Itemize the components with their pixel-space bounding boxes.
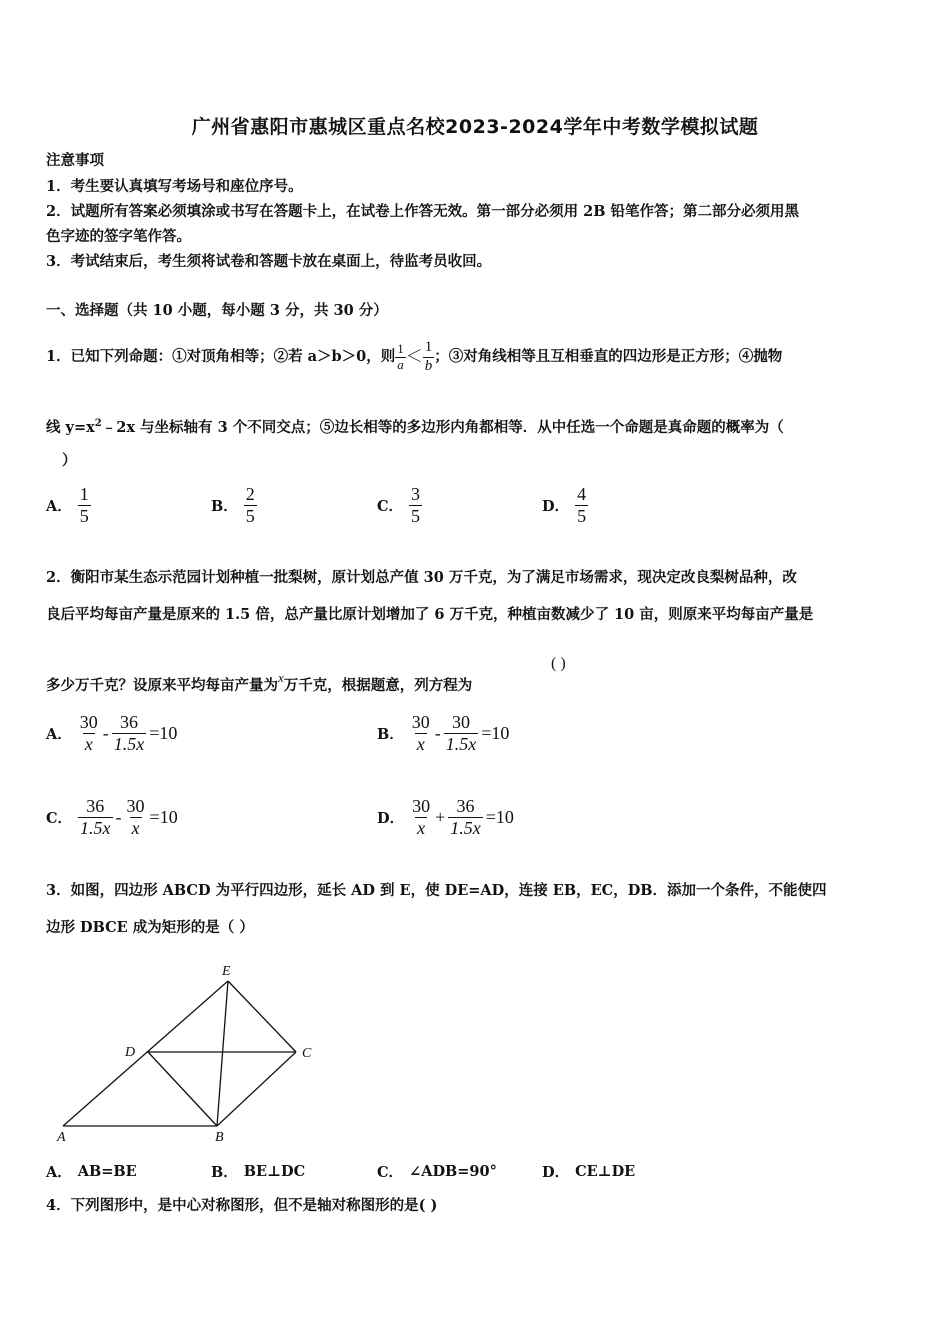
fraction-numerator: 30 — [411, 712, 430, 732]
segment-bc — [217, 1052, 296, 1126]
label-e: E — [222, 964, 231, 979]
q3-option-b[interactable] — [211, 1161, 305, 1182]
q3-option-d[interactable] — [542, 1161, 635, 1182]
operator: - — [434, 722, 441, 743]
q2-line3-start: 多少万千克？设原来平均每亩产量为 — [46, 677, 278, 694]
page-title: 广州省惠阳市惠城区重点名校2023-2024学年中考数学模拟试题 — [191, 116, 759, 138]
option-text: BE⊥DC — [243, 1163, 306, 1180]
q3-option-c[interactable] — [377, 1161, 497, 1182]
q2-option-a[interactable] — [46, 712, 177, 754]
operator: - — [102, 722, 109, 743]
fraction-numerator: 1 — [79, 484, 89, 504]
question-2-line-3 — [46, 668, 472, 696]
answer-blank[interactable]: ( ) — [551, 655, 566, 672]
question-3-line-1: 3．如图，四边形 ABCD 为平行四边形，延长 AD 到 E，使 DE=AD，连接 EB，EC，DB．添加一个条件，不能使四 — [46, 882, 827, 899]
notice-heading: 注意事项 — [46, 152, 104, 169]
option-label: D． — [542, 1164, 570, 1181]
question-2-line-2: 良后平均每亩产量是原来的 1.5 倍，总产量比原计划增加了 6 万千克，种植亩数减少了 10 亩，则原来平均每亩产量是 — [46, 606, 814, 623]
q1-text-part1: 1．已知下列命题：①对顶角相等；②若 a＞b＞0，则 — [46, 348, 396, 365]
fraction-numerator: 30 — [452, 712, 471, 732]
fraction-numerator: 36 — [456, 796, 475, 816]
option-label: C． — [377, 497, 404, 515]
parallelogram-figure — [46, 955, 336, 1150]
q1-line2-start: 线 y=x — [46, 418, 95, 436]
fraction-numerator: 36 — [86, 796, 105, 816]
notice-item-2-cont: 色字迹的签字笔作答。 — [46, 228, 191, 245]
fraction-denominator: a — [397, 356, 404, 372]
question-1-line-2 — [46, 414, 784, 438]
fraction-2 — [112, 712, 147, 754]
exponent: 2 — [94, 418, 102, 429]
option-label: B． — [377, 725, 404, 743]
fraction-numerator: 3 — [411, 484, 421, 504]
q2-option-d[interactable] — [377, 796, 514, 838]
fraction-numerator: 36 — [120, 712, 139, 732]
variable-x: x — [278, 670, 284, 685]
option-label: A． — [46, 725, 72, 743]
q1-option-d[interactable] — [542, 484, 588, 526]
option-fraction — [409, 484, 422, 526]
equation-rhs: =10 — [149, 806, 178, 827]
fraction-denominator: 1.5x — [450, 817, 481, 838]
fraction-numerator: 30 — [79, 712, 98, 732]
fraction-numerator: 2 — [245, 484, 255, 504]
operator: + — [435, 806, 446, 827]
fraction-denominator: 5 — [79, 505, 89, 526]
fraction-denominator: 5 — [245, 505, 255, 526]
fraction-denominator: x — [416, 733, 425, 754]
label-d: D — [125, 1045, 136, 1060]
question-1-line-1 — [46, 328, 782, 386]
fraction-numerator: 1 — [424, 339, 433, 356]
operator: - — [115, 806, 122, 827]
fraction-denominator: x — [84, 733, 93, 754]
q1-option-b[interactable] — [211, 484, 257, 526]
fraction-denominator: 1.5x — [113, 733, 145, 754]
q2-option-c[interactable] — [46, 796, 178, 838]
option-label: B． — [211, 1164, 238, 1181]
option-fraction — [244, 484, 257, 526]
fraction-2 — [448, 796, 483, 838]
option-equation — [78, 796, 178, 838]
fraction-1 — [78, 796, 113, 838]
q3-option-a[interactable] — [46, 1161, 137, 1182]
label-c: C — [302, 1046, 312, 1061]
fraction-denominator: x — [131, 817, 140, 838]
equation-rhs: =10 — [485, 806, 514, 827]
q2-line3-end: 万千克，根据题意，列方程为 — [283, 677, 473, 694]
option-fraction — [78, 484, 91, 526]
q1-option-a[interactable] — [46, 484, 91, 526]
option-label: A． — [46, 497, 72, 515]
option-label: C． — [377, 1164, 404, 1181]
q1-line2-end: ﹣2x 与坐标轴有 3 个不同交点；⑤边长相等的多边形内角都相等．从中任选一个命题是真命题的概率为（ — [101, 418, 784, 436]
option-equation — [78, 712, 178, 754]
fraction-numerator: 1 — [397, 340, 404, 356]
option-text: ∠ADB=90° — [409, 1163, 497, 1180]
fraction-numerator: 4 — [577, 484, 587, 504]
fraction-denominator: 1.5x — [80, 817, 111, 838]
q1-fraction-right — [423, 339, 435, 375]
fraction-numerator: 30 — [412, 796, 431, 816]
q1-option-c[interactable] — [377, 484, 422, 526]
question-1-line-3: ） — [62, 452, 77, 469]
question-4-line-1: 4．下列图形中，是中心对称图形，但不是轴对称图形的是( ) — [46, 1197, 438, 1214]
notice-item-3: 3．考试结束后，考生须将试卷和答题卡放在桌面上，待监考员收回。 — [46, 253, 492, 270]
segment-ae — [63, 981, 228, 1126]
fraction-2 — [444, 712, 479, 754]
option-label: D． — [377, 809, 405, 827]
question-3-line-2: 边形 DBCE 成为矩形的是（ ） — [46, 919, 254, 936]
option-equation — [410, 712, 510, 754]
option-equation — [410, 796, 514, 838]
q2-option-b[interactable] — [377, 712, 509, 754]
fraction-2 — [125, 796, 147, 838]
option-text: AB=BE — [77, 1163, 137, 1180]
fraction-denominator: b — [424, 357, 433, 374]
option-label: D． — [542, 497, 570, 515]
question-2-line-1: 2．衡阳市某生态示范园计划种植一批梨树，原计划总产值 30 万千克，为了满足市场需求，现决定改良梨树品种，改 — [46, 569, 797, 586]
notice-item-2: 2．试题所有答案必须填涂或书写在答题卡上，在试卷上作答无效。第一部分必须用 2B 铅笔作答；第二部分必须用黑 — [46, 203, 800, 220]
equation-rhs: =10 — [481, 722, 510, 743]
fraction-1 — [410, 712, 432, 754]
option-label: B． — [211, 497, 238, 515]
notice-item-1: 1．考生要认真填写考场号和座位序号。 — [46, 178, 303, 195]
less-than-sign: ＜ — [405, 347, 423, 367]
fraction-denominator: x — [417, 817, 426, 838]
option-text: CE⊥DE — [575, 1163, 636, 1180]
option-label: C． — [46, 809, 73, 827]
fraction-numerator: 30 — [126, 796, 145, 816]
option-fraction — [575, 484, 588, 526]
segment-db — [148, 1052, 217, 1126]
label-a: A — [57, 1130, 66, 1145]
fraction-1 — [78, 712, 100, 754]
equation-rhs: =10 — [149, 722, 178, 743]
segment-eb — [217, 981, 228, 1126]
section-heading: 一、选择题（共 10 小题，每小题 3 分，共 30 分） — [46, 302, 388, 319]
fraction-denominator: 1.5x — [445, 733, 477, 754]
option-label: A． — [46, 1164, 72, 1181]
fraction-denominator: 5 — [411, 505, 421, 526]
q1-fraction-left — [395, 342, 406, 373]
fraction-1 — [410, 796, 432, 838]
q1-text-part2: ；③对角线相等且互相垂直的四边形是正方形；④抛物 — [434, 348, 783, 365]
segment-ec — [228, 981, 296, 1052]
label-b: B — [215, 1130, 224, 1145]
fraction-denominator: 5 — [577, 505, 587, 526]
